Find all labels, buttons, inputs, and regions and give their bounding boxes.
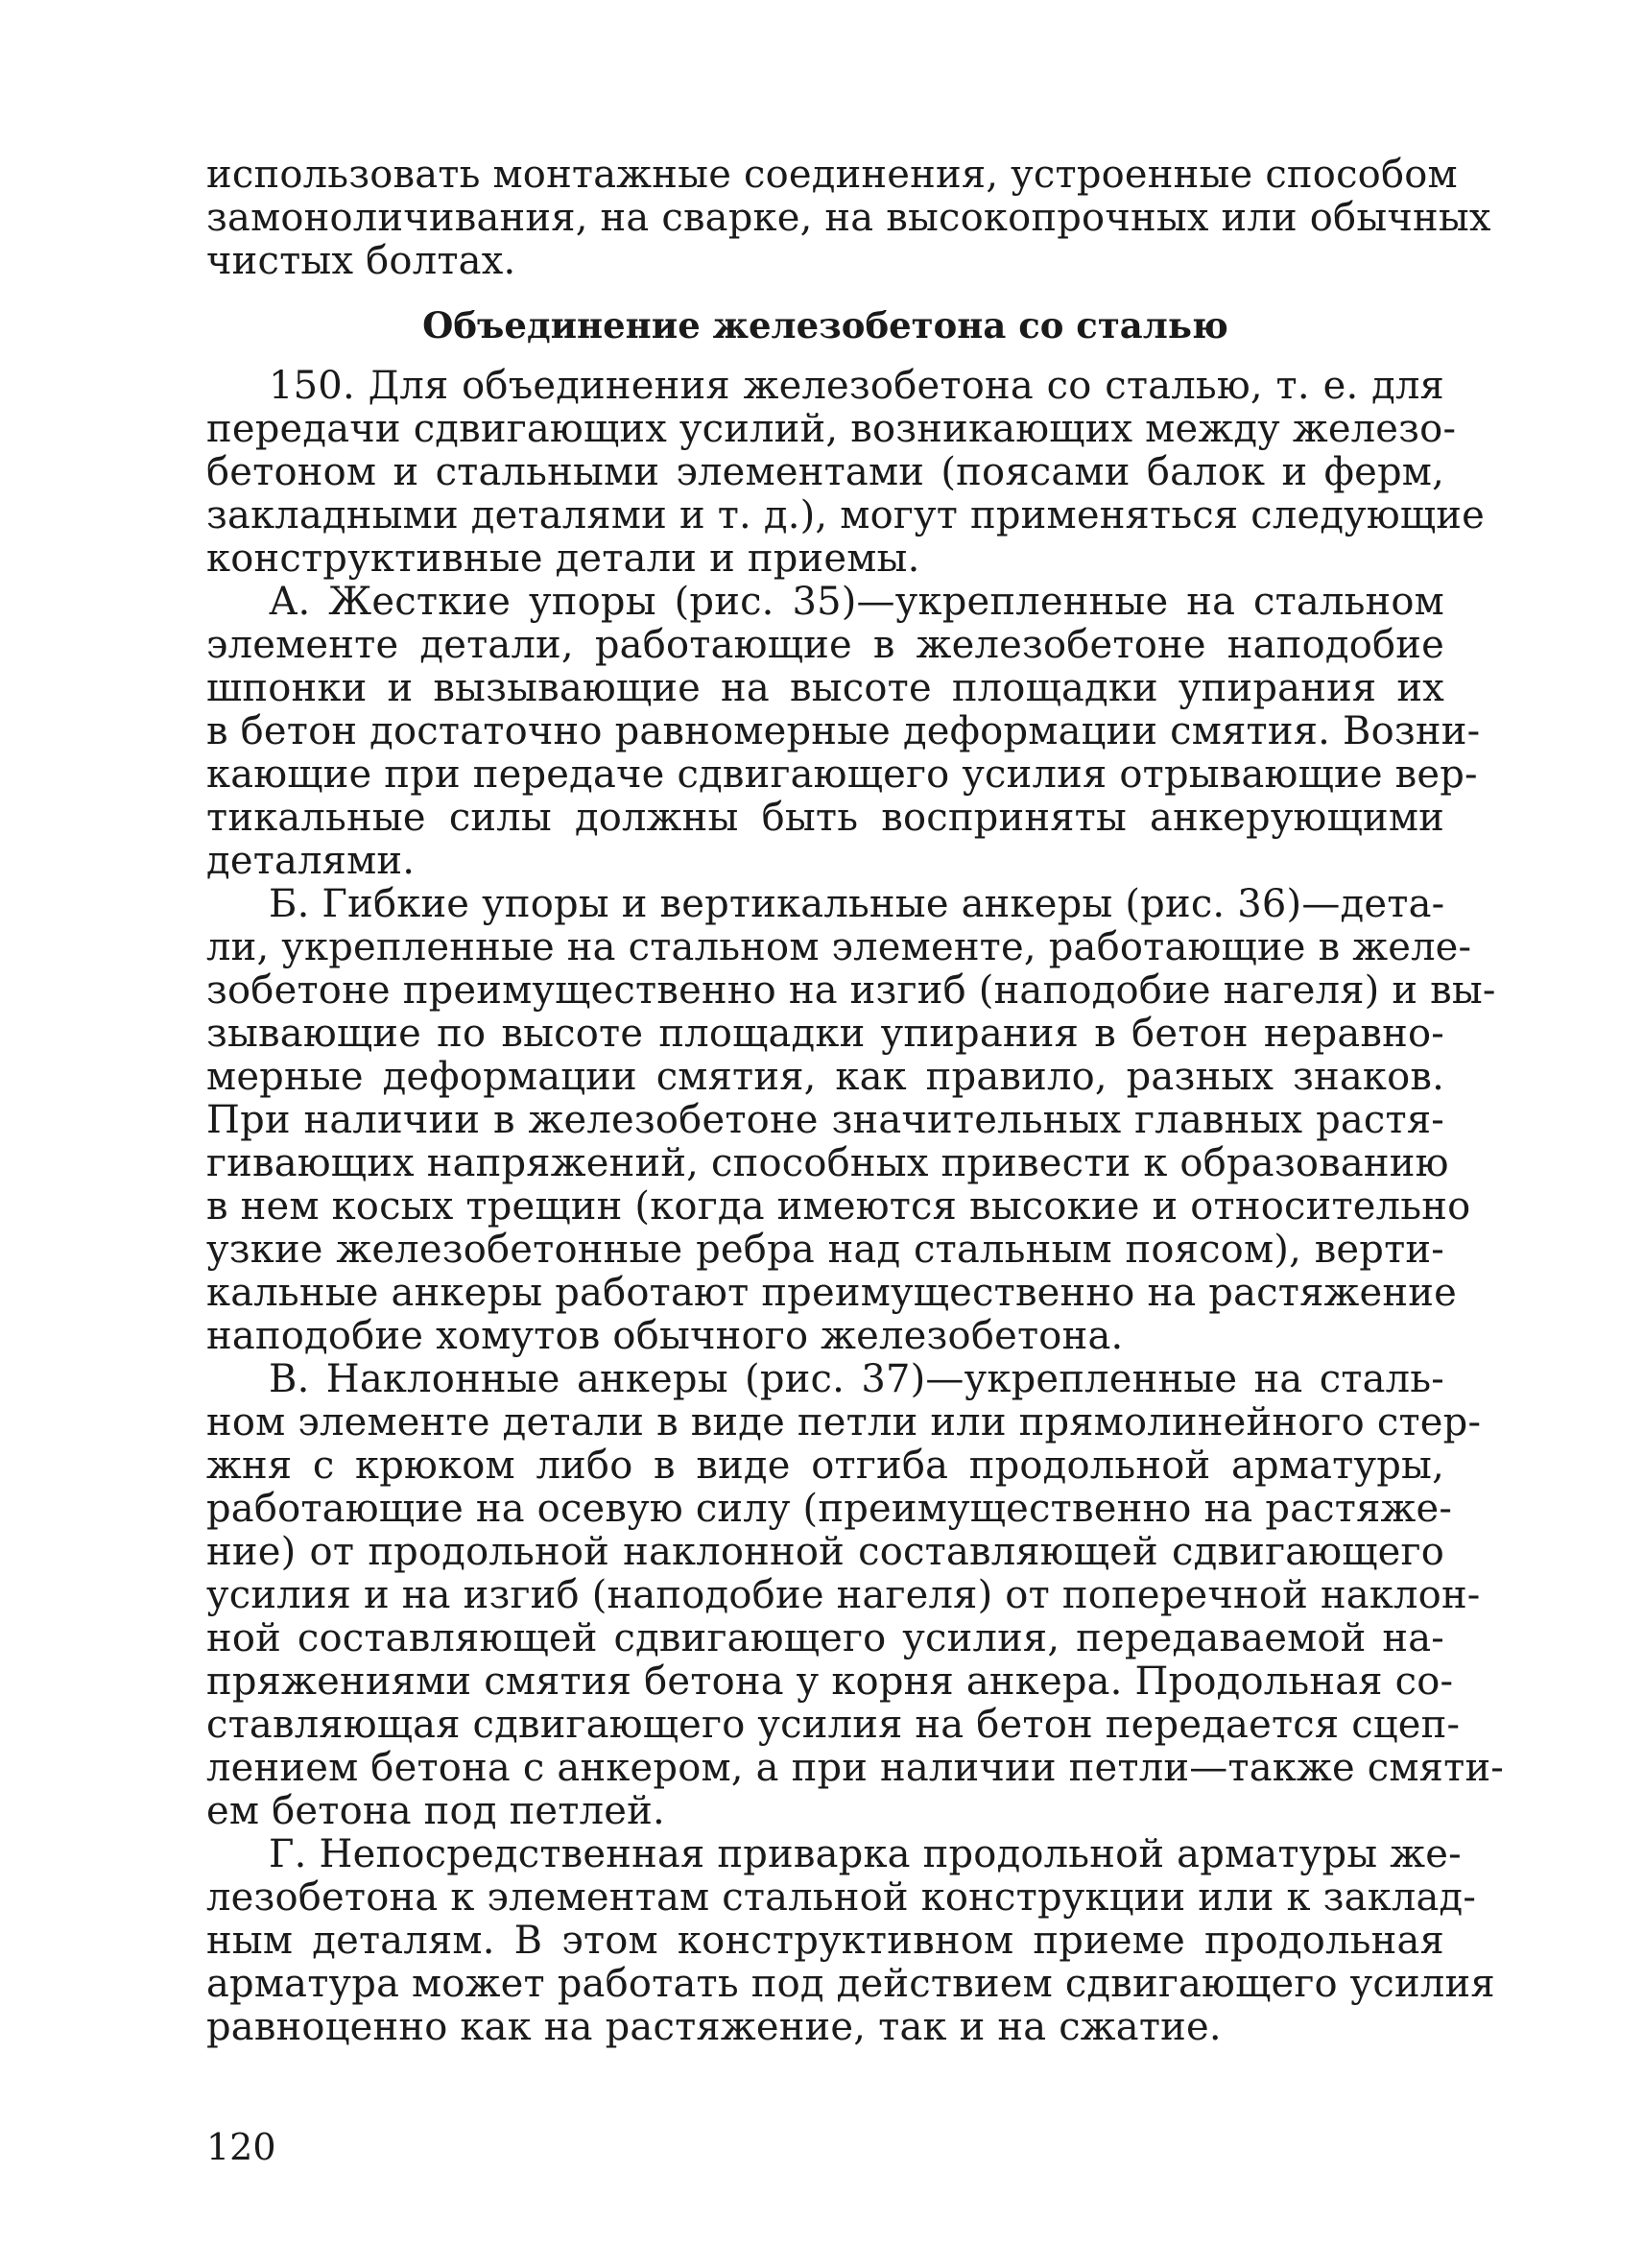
text-line: ли, укрепленные на стальном элементе, работающие в желе- [206, 925, 1472, 969]
text-line: наподобие хомутов обычного железобетона. [206, 1314, 1124, 1358]
text-line: работающие на осевую силу (преимущественно на растяже- [206, 1487, 1453, 1531]
text-line: конструктивные детали и приемы. [206, 537, 920, 581]
text-line: кальные анкеры работают преимущественно на растяжение [206, 1271, 1457, 1315]
text-line: кающие при передаче сдвигающего усилия отрывающие вер- [206, 752, 1478, 797]
text-line: лезобетона к элементам стальной конструкции или к заклад- [206, 1875, 1477, 1920]
text-line: зобетоне преимущественно на изгиб (наподобие нагеля) и вы- [206, 968, 1496, 1013]
text-line: А. Жесткие упоры (рис. 35)—укрепленные на стальном [269, 580, 1444, 624]
text-line: элементе детали, работающие в железобетоне наподобие [206, 623, 1444, 667]
text-line: В. Наклонные анкеры (рис. 37)—укрепленные на сталь- [269, 1357, 1444, 1401]
text-line: ном элементе детали в виде петли или прямолинейного стер- [206, 1400, 1482, 1444]
text-line: шпонки и вызывающие на высоте площадки упирания их [206, 666, 1444, 710]
text-line: лением бетона с анкером, а при наличии петли—также смяти- [206, 1746, 1505, 1790]
text-line: При наличии в железобетоне значительных главных растя- [206, 1098, 1444, 1142]
text-line: ным деталям. В этом конструктивном приеме продольная [206, 1919, 1444, 1963]
text-line: в бетон достаточно равномерные деформации смятия. Возни- [206, 709, 1481, 753]
text-line: в нем косых трещин (когда имеются высокие и относительно [206, 1184, 1471, 1229]
text-line: узкие железобетонные ребра над стальным поясом), верти- [206, 1228, 1444, 1272]
text-line: ставляющая сдвигающего усилия на бетон передается сцеп- [206, 1703, 1461, 1747]
paragraph-v [206, 1357, 1505, 1833]
text-line: жня с крюком либо в виде отгиба продольной арматуры, [206, 1444, 1444, 1488]
text-line: 150. Для объединения железобетона со сталью, т. е. для [269, 364, 1444, 408]
text-line: ем бетона под петлей. [206, 1789, 665, 1833]
text-line: чистых болтах. [206, 239, 516, 283]
text-line: деталями. [206, 839, 416, 883]
section-heading: Объединение железобетона со сталью [422, 304, 1228, 346]
text-line: Г. Непосредственная приварка продольной арматуры же- [269, 1832, 1462, 1876]
text-line: арматура может работать под действием сдвигающего усилия [206, 1962, 1495, 2006]
text-line: пряжениями смятия бетона у корня анкера. Продольная со- [206, 1659, 1454, 1704]
text-line: ной составляющей сдвигающего усилия, передаваемой на- [206, 1616, 1444, 1660]
text-line: тикальные силы должны быть восприняты анкерующими [206, 796, 1444, 840]
text-line: ние) от продольной наклонной составляющей сдвигающего [206, 1530, 1444, 1574]
text-line: замоноличивания, на сварке, на высокопрочных или обычных [206, 196, 1491, 240]
text-line: усилия и на изгиб (наподобие нагеля) от поперечной наклон- [206, 1573, 1481, 1617]
text-line: бетоном и стальными элементами (поясами балок и ферм, [206, 450, 1444, 494]
intro-paragraph [206, 153, 1491, 283]
text-line: гивающих напряжений, способных привести к образованию [206, 1141, 1449, 1185]
text-line: Б. Гибкие упоры и вертикальные анкеры (рис. 36)—дета- [269, 882, 1445, 926]
page-content [206, 153, 1505, 2049]
paragraph-a [206, 580, 1481, 883]
text-line: мерные деформации смятия, как правило, разных знаков. [206, 1055, 1444, 1099]
paragraph-b [206, 882, 1496, 1358]
text-line: равноценно как на растяжение, так и на сжатие. [206, 2005, 1222, 2049]
text-line: передачи сдвигающих усилий, возникающих между железо- [206, 407, 1457, 451]
text-line: зывающие по высоте площадки упирания в бетон неравно- [206, 1012, 1444, 1056]
paragraph-g [206, 1832, 1495, 2049]
page-number: 120 [206, 2126, 276, 2168]
text-line: закладными деталями и т. д.), могут применяться следующие [206, 493, 1486, 537]
text-line: использовать монтажные соединения, устроенные способом [206, 153, 1458, 197]
paragraph-150 [206, 364, 1486, 581]
